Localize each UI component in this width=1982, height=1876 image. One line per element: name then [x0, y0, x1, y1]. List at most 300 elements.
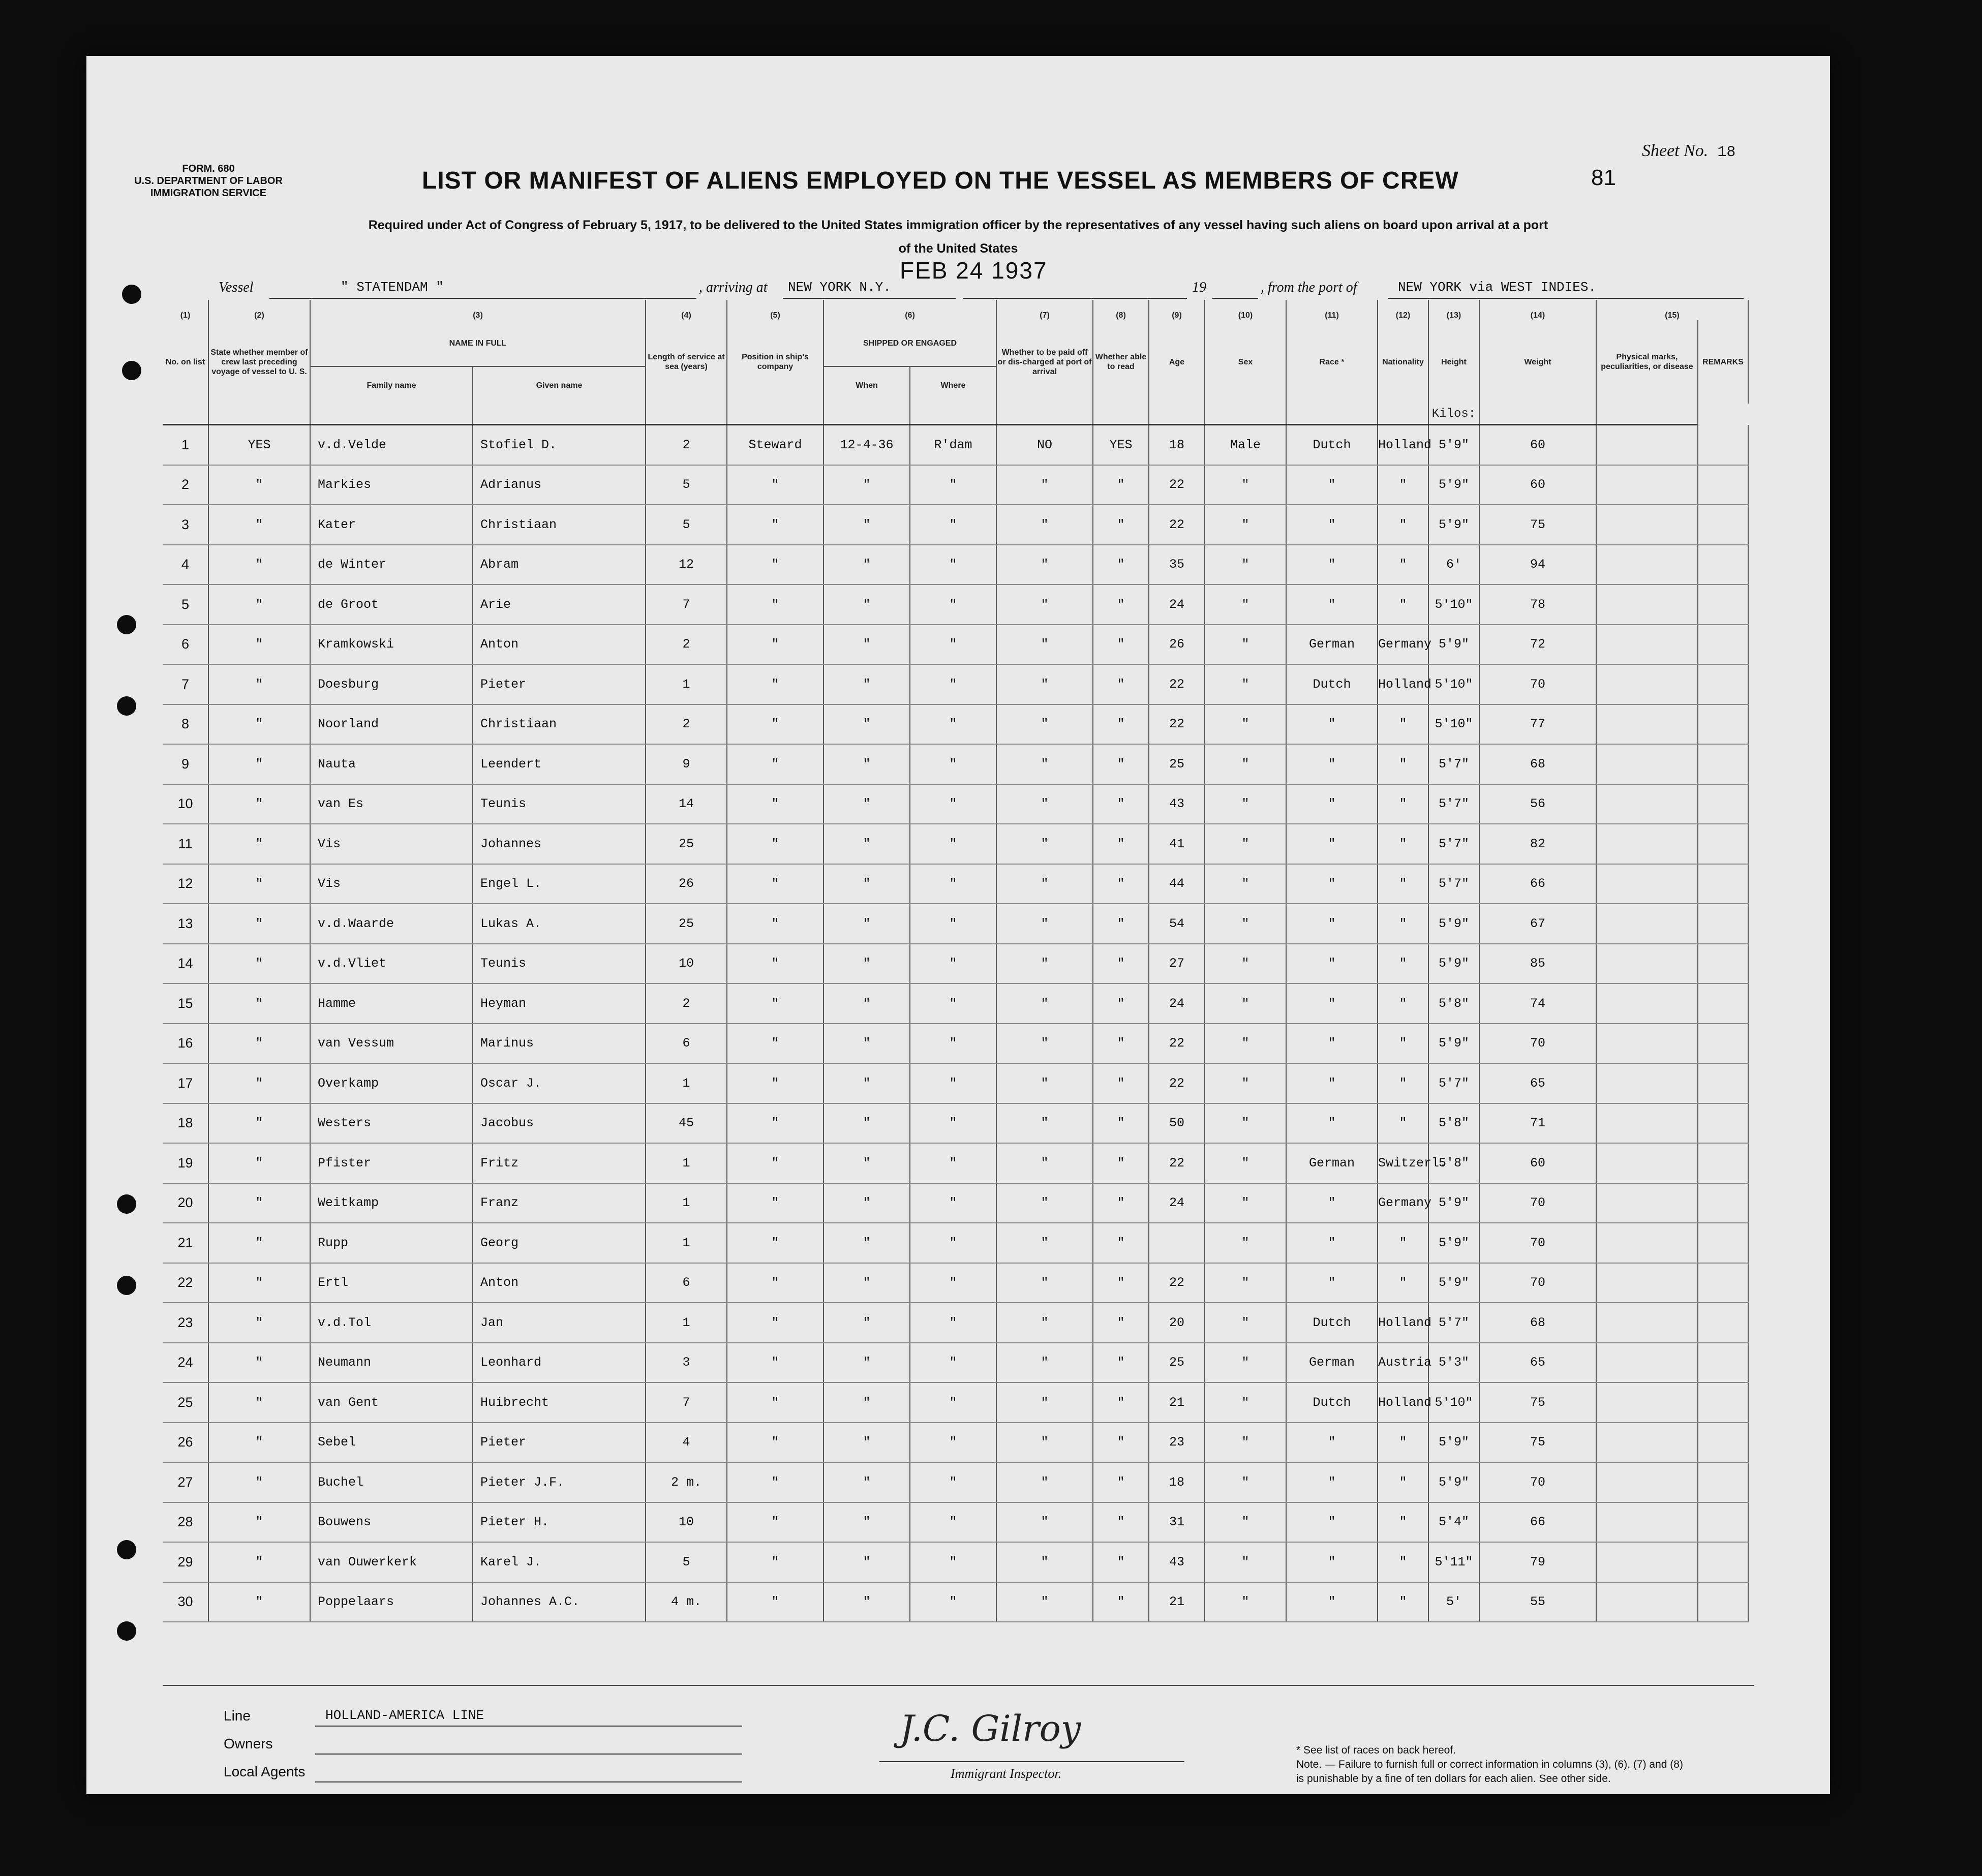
sex-cell: ": [1205, 1103, 1286, 1144]
given-name-cell: Jacobus: [473, 1103, 646, 1144]
arriving-label: , arriving at: [699, 280, 768, 295]
remarks-cell: [1698, 545, 1748, 585]
years-service-cell: 25: [646, 824, 727, 864]
header-able-read: Whether able to read: [1093, 320, 1149, 404]
given-name-cell: Stofiel D.: [473, 425, 646, 465]
nationality-cell: ": [1378, 784, 1428, 824]
height-cell: 5'8": [1428, 1143, 1479, 1183]
inspector-signature: J.C. Gilroy: [900, 1708, 1081, 1749]
given-name-cell: Oscar J.: [473, 1063, 646, 1103]
position-cell: ": [727, 744, 824, 784]
previous-voyage-cell: ": [208, 1263, 310, 1303]
owners-label: Owners: [224, 1736, 273, 1751]
sex-cell: ": [1205, 1542, 1286, 1582]
previous-voyage-cell: YES: [208, 425, 310, 465]
shipped-where-cell: ": [910, 1343, 996, 1383]
position-cell: ": [727, 1462, 824, 1502]
shipped-when-cell: ": [824, 545, 910, 585]
family-name-cell: Poppelaars: [310, 1582, 473, 1622]
paid-off-cell: ": [996, 1223, 1093, 1263]
race-cell: ": [1286, 1103, 1378, 1144]
weight-cell: 79: [1479, 1542, 1596, 1582]
family-name-cell: v.d.Waarde: [310, 904, 473, 944]
row-number-cell: 7: [163, 664, 208, 704]
shipped-when-cell: ": [824, 744, 910, 784]
height-cell: 5'9": [1428, 1263, 1479, 1303]
shipped-where-cell: ": [910, 1462, 996, 1502]
weight-cell: 70: [1479, 1263, 1596, 1303]
family-name-cell: de Groot: [310, 585, 473, 625]
nationality-cell: ": [1378, 1582, 1428, 1622]
weight-cell: 65: [1479, 1063, 1596, 1103]
nationality-cell: ": [1378, 704, 1428, 745]
sex-cell: ": [1205, 1303, 1286, 1343]
position-cell: ": [727, 505, 824, 545]
remarks-cell: [1698, 1183, 1748, 1223]
nationality-cell: Switzerl.: [1378, 1143, 1428, 1183]
shipped-where-cell: ": [910, 784, 996, 824]
page-number: 81: [1591, 165, 1616, 190]
previous-voyage-cell: ": [208, 1343, 310, 1383]
sex-cell: ": [1205, 1063, 1286, 1103]
race-cell: ": [1286, 864, 1378, 904]
shipped-when-cell: ": [824, 1542, 910, 1582]
height-cell: 5'7": [1428, 864, 1479, 904]
race-cell: German: [1286, 1143, 1378, 1183]
header-paid-off: Whether to be paid off or dis-charged at port of arrival: [996, 320, 1093, 404]
table-row: [163, 864, 1748, 904]
header-no-on-list: No. on list: [163, 320, 208, 404]
previous-voyage-cell: ": [208, 983, 310, 1024]
physical-marks-cell: [1596, 545, 1698, 585]
weight-cell: 94: [1479, 545, 1596, 585]
nationality-cell: Germany: [1378, 1183, 1428, 1223]
row-number-cell: 11: [163, 824, 208, 864]
shipped-where-cell: R'dam: [910, 425, 996, 465]
sex-cell: ": [1205, 744, 1286, 784]
remarks-cell: [1698, 1502, 1748, 1543]
header-state-member: State whether member of crew last preceding voyage of vessel to U. S.: [208, 320, 310, 404]
able-to-read-cell: ": [1093, 1423, 1149, 1463]
row-number-cell: 16: [163, 1024, 208, 1064]
age-cell: 44: [1149, 864, 1205, 904]
sex-cell: ": [1205, 465, 1286, 505]
given-name-cell: Pieter H.: [473, 1502, 646, 1543]
weight-cell: 72: [1479, 625, 1596, 665]
years-service-cell: 1: [646, 664, 727, 704]
page-title: LIST OR MANIFEST OF ALIENS EMPLOYED ON THE VESSEL AS MEMBERS OF CREW: [422, 167, 1459, 194]
row-number-cell: 14: [163, 944, 208, 984]
height-cell: 5'9": [1428, 425, 1479, 465]
given-name-cell: Marinus: [473, 1024, 646, 1064]
given-name-cell: Adrianus: [473, 465, 646, 505]
shipped-when-cell: ": [824, 864, 910, 904]
paid-off-cell: ": [996, 944, 1093, 984]
shipped-where-cell: ": [910, 1024, 996, 1064]
shipped-when-cell: ": [824, 1582, 910, 1622]
family-name-cell: v.d.Vliet: [310, 944, 473, 984]
physical-marks-cell: [1596, 824, 1698, 864]
race-cell: ": [1286, 1024, 1378, 1064]
years-service-cell: 2 m.: [646, 1462, 727, 1502]
weight-cell: 74: [1479, 983, 1596, 1024]
family-name-cell: van Ouwerkerk: [310, 1542, 473, 1582]
table-row: [163, 625, 1748, 665]
age-cell: [1149, 1223, 1205, 1263]
table-row: [163, 944, 1748, 984]
sheet-value: 18: [1717, 144, 1736, 161]
crew-manifest-table: [163, 300, 1749, 1622]
years-service-cell: 4 m.: [646, 1582, 727, 1622]
family-name-cell: de Winter: [310, 545, 473, 585]
years-service-cell: 10: [646, 944, 727, 984]
shipped-when-cell: ": [824, 1502, 910, 1543]
weight-cell: 66: [1479, 864, 1596, 904]
paid-off-cell: ": [996, 784, 1093, 824]
years-service-cell: 12: [646, 545, 727, 585]
col-num: (6): [824, 300, 996, 320]
family-name-cell: Vis: [310, 824, 473, 864]
given-name-cell: Christiaan: [473, 704, 646, 745]
shipped-when-cell: ": [824, 465, 910, 505]
given-name-cell: Anton: [473, 625, 646, 665]
shipped-when-cell: ": [824, 1183, 910, 1223]
form-number: FORM. 680: [182, 163, 235, 174]
race-cell: ": [1286, 704, 1378, 745]
given-name-cell: Christiaan: [473, 505, 646, 545]
age-cell: 50: [1149, 1103, 1205, 1144]
binder-hole: [117, 1194, 136, 1214]
form-header: [132, 163, 285, 199]
position-cell: ": [727, 824, 824, 864]
remarks-cell: [1698, 704, 1748, 745]
age-cell: 27: [1149, 944, 1205, 984]
position-cell: ": [727, 1223, 824, 1263]
physical-marks-cell: [1596, 1103, 1698, 1144]
paid-off-cell: ": [996, 664, 1093, 704]
col-num: (8): [1093, 300, 1149, 320]
height-cell: 5'8": [1428, 1103, 1479, 1144]
sex-cell: ": [1205, 664, 1286, 704]
able-to-read-cell: ": [1093, 465, 1149, 505]
race-cell: German: [1286, 625, 1378, 665]
position-cell: ": [727, 1024, 824, 1064]
able-to-read-cell: ": [1093, 505, 1149, 545]
races-note: * See list of races on back hereof.: [1296, 1744, 1456, 1756]
weight-unit: Kilos:: [1428, 404, 1479, 425]
binder-hole: [117, 615, 136, 634]
able-to-read-cell: ": [1093, 824, 1149, 864]
given-name-cell: Heyman: [473, 983, 646, 1024]
race-cell: Dutch: [1286, 1303, 1378, 1343]
table-row: [163, 1143, 1748, 1183]
remarks-cell: [1698, 904, 1748, 944]
age-cell: 24: [1149, 585, 1205, 625]
row-number-cell: 1: [163, 425, 208, 465]
position-cell: ": [727, 465, 824, 505]
previous-voyage-cell: ": [208, 1462, 310, 1502]
sex-cell: ": [1205, 1502, 1286, 1543]
race-cell: ": [1286, 465, 1378, 505]
binder-hole: [117, 1540, 136, 1559]
shipped-when-cell: ": [824, 824, 910, 864]
age-cell: 23: [1149, 1423, 1205, 1463]
sex-cell: ": [1205, 1223, 1286, 1263]
given-name-cell: Johannes A.C.: [473, 1582, 646, 1622]
able-to-read-cell: ": [1093, 1542, 1149, 1582]
remarks-cell: [1698, 585, 1748, 625]
sex-cell: ": [1205, 983, 1286, 1024]
weight-cell: 70: [1479, 1223, 1596, 1263]
shipped-where-cell: ": [910, 904, 996, 944]
local-agents-label: Local Agents: [224, 1764, 306, 1779]
paid-off-cell: ": [996, 1063, 1093, 1103]
shipped-when-cell: ": [824, 585, 910, 625]
race-cell: Dutch: [1286, 1382, 1378, 1423]
from-port-label: , from the port of: [1261, 280, 1357, 295]
physical-marks-cell: [1596, 1143, 1698, 1183]
table-row: [163, 1542, 1748, 1582]
shipped-where-cell: ": [910, 1183, 996, 1223]
height-cell: 5'9": [1428, 505, 1479, 545]
race-cell: German: [1286, 1343, 1378, 1383]
sex-cell: ": [1205, 704, 1286, 745]
years-service-cell: 2: [646, 704, 727, 745]
position-cell: Steward: [727, 425, 824, 465]
departure-port: NEW YORK via WEST INDIES.: [1398, 280, 1597, 295]
remarks-cell: [1698, 1063, 1748, 1103]
given-name-cell: Franz: [473, 1183, 646, 1223]
row-number-cell: 2: [163, 465, 208, 505]
family-name-cell: Hamme: [310, 983, 473, 1024]
row-number-cell: 30: [163, 1582, 208, 1622]
shipped-where-cell: ": [910, 983, 996, 1024]
height-cell: 5'9": [1428, 625, 1479, 665]
family-name-cell: Nauta: [310, 744, 473, 784]
sex-cell: ": [1205, 1343, 1286, 1383]
header-height: Height: [1428, 320, 1479, 404]
given-name-cell: Georg: [473, 1223, 646, 1263]
shipped-when-cell: ": [824, 904, 910, 944]
weight-cell: 68: [1479, 1303, 1596, 1343]
able-to-read-cell: ": [1093, 784, 1149, 824]
given-name-cell: Karel J.: [473, 1542, 646, 1582]
given-name-cell: Jan: [473, 1303, 646, 1343]
shipped-when-cell: ": [824, 944, 910, 984]
position-cell: ": [727, 625, 824, 665]
shipped-where-cell: ": [910, 864, 996, 904]
years-service-cell: 26: [646, 864, 727, 904]
age-cell: 22: [1149, 505, 1205, 545]
physical-marks-cell: [1596, 664, 1698, 704]
physical-marks-cell: [1596, 585, 1698, 625]
sex-cell: ": [1205, 824, 1286, 864]
table-row: [163, 1223, 1748, 1263]
family-name-cell: Doesburg: [310, 664, 473, 704]
subtitle: [163, 213, 1754, 260]
previous-voyage-cell: ": [208, 704, 310, 745]
years-service-cell: 6: [646, 1024, 727, 1064]
position-cell: ": [727, 664, 824, 704]
age-cell: 20: [1149, 1303, 1205, 1343]
years-service-cell: 5: [646, 505, 727, 545]
header-when: When: [824, 366, 910, 404]
age-cell: 26: [1149, 625, 1205, 665]
paid-off-cell: ": [996, 1103, 1093, 1144]
table-row: [163, 1183, 1748, 1223]
previous-voyage-cell: ": [208, 664, 310, 704]
years-service-cell: 10: [646, 1502, 727, 1543]
family-name-cell: Weitkamp: [310, 1183, 473, 1223]
nationality-cell: ": [1378, 864, 1428, 904]
shipped-where-cell: ": [910, 1502, 996, 1543]
given-name-cell: Pieter: [473, 664, 646, 704]
race-cell: ": [1286, 784, 1378, 824]
nationality-cell: ": [1378, 545, 1428, 585]
physical-marks-cell: [1596, 1223, 1698, 1263]
years-service-cell: 6: [646, 1263, 727, 1303]
physical-marks-cell: [1596, 625, 1698, 665]
family-name-cell: van Es: [310, 784, 473, 824]
family-name-cell: van Gent: [310, 1382, 473, 1423]
able-to-read-cell: ": [1093, 1343, 1149, 1383]
nationality-cell: Holland: [1378, 425, 1428, 465]
paid-off-cell: ": [996, 1183, 1093, 1223]
able-to-read-cell: ": [1093, 744, 1149, 784]
shipped-where-cell: ": [910, 625, 996, 665]
nationality-cell: ": [1378, 505, 1428, 545]
position-cell: ": [727, 1143, 824, 1183]
table-row: [163, 1343, 1748, 1383]
given-name-cell: Teunis: [473, 944, 646, 984]
sex-cell: ": [1205, 505, 1286, 545]
row-number-cell: 21: [163, 1223, 208, 1263]
sheet-number: [1642, 141, 1735, 161]
physical-marks-cell: [1596, 864, 1698, 904]
shipped-where-cell: ": [910, 1382, 996, 1423]
remarks-cell: [1698, 784, 1748, 824]
row-number-cell: 17: [163, 1063, 208, 1103]
table-row: [163, 664, 1748, 704]
physical-marks-cell: [1596, 1542, 1698, 1582]
header-physical: Physical marks, peculiarities, or disease: [1596, 320, 1698, 404]
table-row: [163, 1502, 1748, 1543]
able-to-read-cell: ": [1093, 983, 1149, 1024]
race-cell: ": [1286, 545, 1378, 585]
height-cell: 5'9": [1428, 1183, 1479, 1223]
table-row: [163, 1582, 1748, 1622]
given-name-cell: Fritz: [473, 1143, 646, 1183]
family-name-cell: Kater: [310, 505, 473, 545]
sex-cell: ": [1205, 1582, 1286, 1622]
physical-marks-cell: [1596, 784, 1698, 824]
table-row: [163, 824, 1748, 864]
shipped-where-cell: ": [910, 505, 996, 545]
position-cell: ": [727, 904, 824, 944]
row-number-cell: 9: [163, 744, 208, 784]
table-row: [163, 1024, 1748, 1064]
height-cell: 6': [1428, 545, 1479, 585]
weight-cell: 70: [1479, 1183, 1596, 1223]
able-to-read-cell: ": [1093, 585, 1149, 625]
header-family-name: Family name: [310, 366, 473, 404]
line-value: HOLLAND-AMERICA LINE: [325, 1708, 484, 1723]
height-cell: 5'3": [1428, 1343, 1479, 1383]
age-cell: 22: [1149, 1143, 1205, 1183]
height-cell: 5'9": [1428, 1423, 1479, 1463]
able-to-read-cell: ": [1093, 1223, 1149, 1263]
years-service-cell: 1: [646, 1223, 727, 1263]
table-row: [163, 744, 1748, 784]
table-row: [163, 545, 1748, 585]
position-cell: ": [727, 784, 824, 824]
position-cell: ": [727, 1063, 824, 1103]
previous-voyage-cell: ": [208, 465, 310, 505]
table-row: [163, 1103, 1748, 1144]
nationality-cell: ": [1378, 1103, 1428, 1144]
family-name-cell: Sebel: [310, 1423, 473, 1463]
race-cell: ": [1286, 1462, 1378, 1502]
nationality-cell: ": [1378, 983, 1428, 1024]
table-row: [163, 1063, 1748, 1103]
given-name-cell: Pieter: [473, 1423, 646, 1463]
physical-marks-cell: [1596, 1183, 1698, 1223]
table-row: [163, 465, 1748, 505]
family-name-cell: Vis: [310, 864, 473, 904]
previous-voyage-cell: ": [208, 1063, 310, 1103]
table-row: [163, 425, 1748, 465]
previous-voyage-cell: ": [208, 784, 310, 824]
paid-off-cell: ": [996, 505, 1093, 545]
given-name-cell: Abram: [473, 545, 646, 585]
sex-cell: Male: [1205, 425, 1286, 465]
table-row: [163, 704, 1748, 745]
position-cell: ": [727, 983, 824, 1024]
sex-cell: ": [1205, 1382, 1286, 1423]
given-name-cell: Engel L.: [473, 864, 646, 904]
position-cell: ": [727, 545, 824, 585]
shipped-when-cell: ": [824, 1423, 910, 1463]
previous-voyage-cell: ": [208, 824, 310, 864]
height-cell: 5'9": [1428, 465, 1479, 505]
age-cell: 21: [1149, 1582, 1205, 1622]
previous-voyage-cell: ": [208, 904, 310, 944]
shipped-when-cell: ": [824, 704, 910, 745]
previous-voyage-cell: ": [208, 585, 310, 625]
physical-marks-cell: [1596, 465, 1698, 505]
shipped-when-cell: ": [824, 1382, 910, 1423]
vessel-label: Vessel: [219, 280, 254, 295]
shipped-where-cell: ": [910, 1143, 996, 1183]
position-cell: ": [727, 864, 824, 904]
previous-voyage-cell: ": [208, 1183, 310, 1223]
shipped-when-cell: ": [824, 625, 910, 665]
paid-off-cell: ": [996, 1303, 1093, 1343]
previous-voyage-cell: ": [208, 1223, 310, 1263]
nationality-cell: ": [1378, 1263, 1428, 1303]
years-service-cell: 9: [646, 744, 727, 784]
nationality-cell: ": [1378, 1462, 1428, 1502]
family-name-cell: Markies: [310, 465, 473, 505]
col-num: (10): [1205, 300, 1286, 320]
shipped-where-cell: ": [910, 664, 996, 704]
years-service-cell: 5: [646, 465, 727, 505]
arrival-port: NEW YORK N.Y.: [788, 280, 891, 295]
paid-off-cell: ": [996, 545, 1093, 585]
position-cell: ": [727, 1502, 824, 1543]
weight-cell: 77: [1479, 704, 1596, 745]
line-label: Line: [224, 1708, 251, 1724]
